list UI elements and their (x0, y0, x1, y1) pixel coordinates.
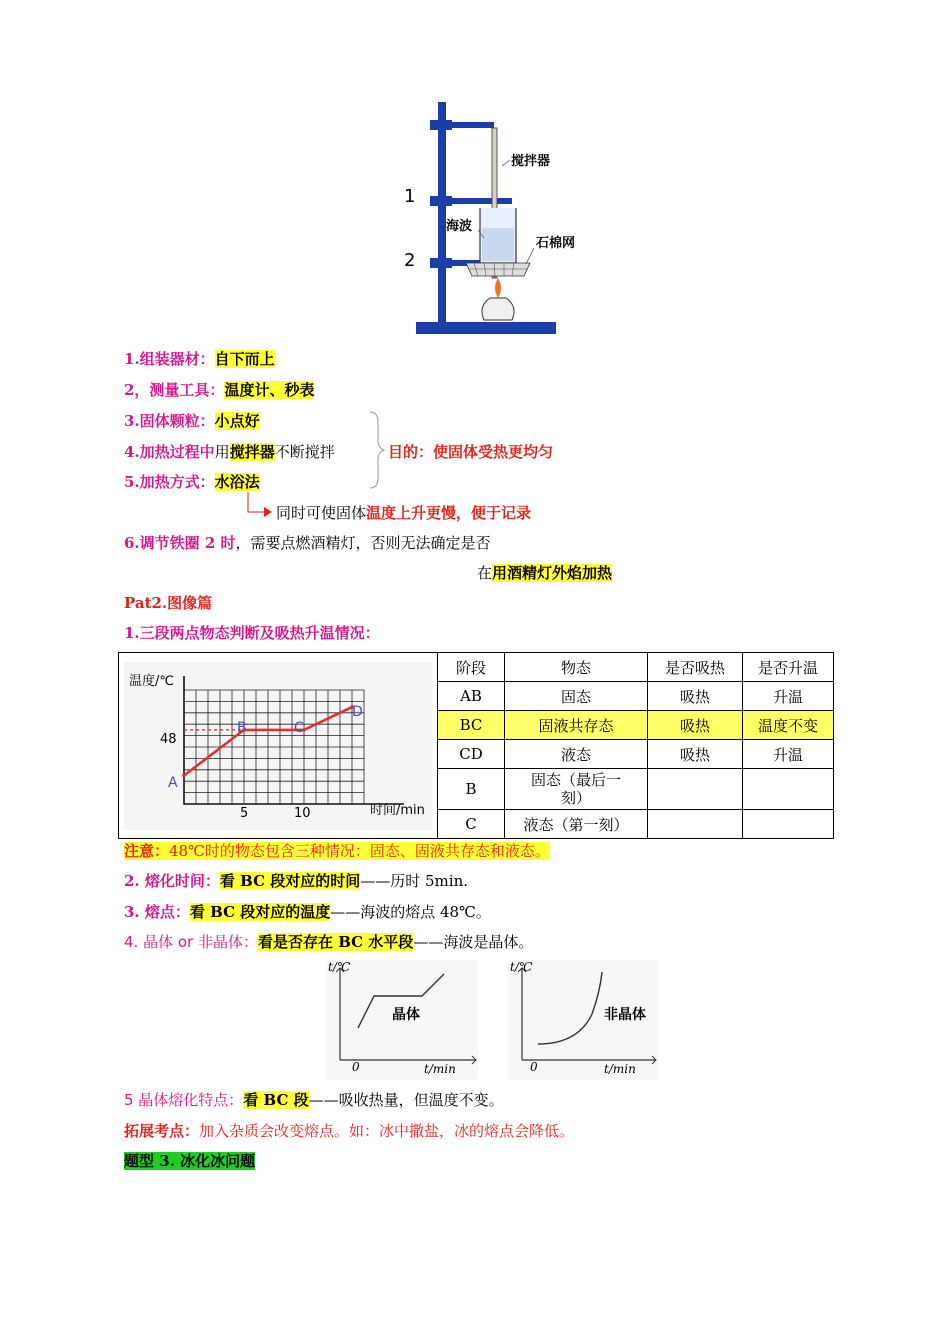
note-5-value: 水浴法 (214, 473, 260, 491)
table-cell (743, 769, 834, 810)
table-cell: 升温 (743, 740, 834, 769)
table-cell: 吸热 (648, 740, 743, 769)
table-header: 阶段 (438, 653, 505, 682)
table-cell: AB (438, 682, 505, 711)
note-1 (124, 348, 275, 370)
table-cell: CD (438, 740, 505, 769)
ring-1-label: 1 (404, 186, 416, 207)
table-row (438, 711, 834, 740)
arrow-note-pre: 同时可使固体 (276, 504, 367, 522)
table-cell (743, 810, 834, 839)
note-3 (124, 410, 260, 432)
q4-post: ——海波是晶体。 (413, 933, 534, 951)
arrow-note-value: 温度上升更慢，便于记录 (366, 504, 532, 522)
table-header: 物态 (505, 653, 648, 682)
note-4-value: 搅拌器 (229, 443, 275, 461)
note-2-label: 2，测量工具： (124, 381, 225, 399)
q4-line (124, 931, 533, 953)
purpose-text: 目的：使固体受热更均匀 (388, 443, 554, 461)
table-cell: BC (438, 711, 505, 740)
table-cell: 液态 (505, 740, 648, 769)
crystal-graph-origin: 0 (352, 1060, 360, 1074)
table-cell (648, 769, 743, 810)
crystal-label: 晶体 (392, 1007, 420, 1023)
table-header: 是否吸热 (648, 653, 743, 682)
table-cell: 升温 (743, 682, 834, 711)
type3-line (124, 1150, 255, 1172)
table-row (438, 810, 834, 839)
table-cell: 温度不变 (743, 711, 834, 740)
table-cell: 吸热 (648, 711, 743, 740)
type3-title: 题型 3. 冰化冰问题 (124, 1152, 256, 1170)
curve-point-a (182, 774, 186, 778)
table-cell: 固态 (505, 682, 648, 711)
note-6-label: 6.调节铁圈 2 时 (124, 534, 236, 552)
note-6b (477, 562, 612, 584)
table-cell: C (438, 810, 505, 839)
arrow-note (276, 502, 531, 524)
crystal-graph-ylabel: t/℃ (328, 960, 351, 974)
extension-line (124, 1120, 574, 1142)
note-1-value: 自下而上 (214, 350, 275, 368)
note-3-label: 3.固体颗粒： (124, 412, 215, 430)
point-b-label: B (237, 720, 247, 736)
crystal-graph-xlabel: t/min (424, 1062, 456, 1076)
note-4-pre: 用 (214, 443, 230, 461)
point-d-label: D (352, 704, 363, 720)
note-4 (124, 441, 335, 463)
noncrystal-label: 非晶体 (604, 1007, 646, 1023)
part2-title: Pat2.图像篇 (124, 594, 213, 612)
table-cell (505, 769, 648, 810)
note-4-post: 不断搅拌 (274, 443, 335, 461)
noncrystal-graph-ylabel: t/℃ (510, 960, 533, 974)
graph-xlabel: 时间/min (370, 803, 425, 818)
graph-x-tick-5: 5 (240, 806, 249, 821)
arrow-connector-icon (244, 492, 274, 522)
table-cell: B (438, 769, 505, 810)
q5-label: 5 晶体熔化特点： (124, 1091, 244, 1109)
noncrystal-graph-origin: 0 (530, 1060, 538, 1074)
attention-note (124, 840, 550, 862)
table-header: 是否升温 (743, 653, 834, 682)
table-cell: 吸热 (648, 682, 743, 711)
note-6b-value: 用酒精灯外焰加热 (492, 564, 613, 582)
q4-label: 4. 晶体 or 非晶体： (124, 933, 258, 951)
stage-table (437, 652, 834, 839)
point-c-label: C (294, 720, 304, 736)
note-6b-pre: 在 (477, 564, 493, 582)
q5-post: ——吸收热量，但温度不变。 (308, 1091, 504, 1109)
note-3-value: 小点好 (214, 412, 260, 430)
q4-value: 看是否存在 BC 水平段 (257, 933, 414, 951)
part2-q1: 1.三段两点物态判断及吸热升温情况： (124, 624, 380, 642)
q2-line (124, 870, 468, 892)
q3-value: 看 BC 段对应的温度 (189, 903, 331, 921)
stirrer-label: 搅拌器 (511, 154, 551, 169)
gauze-label: 石棉网 (536, 236, 576, 251)
q3-label: 3. 熔点： (124, 903, 190, 921)
q5-line (124, 1089, 504, 1111)
note-6 (124, 532, 491, 554)
table-cell (648, 810, 743, 839)
graph-x-tick-10: 10 (294, 806, 311, 821)
graph-axes (184, 676, 404, 804)
q2-value: 看 BC 段对应的时间 (219, 872, 361, 890)
brace-icon (366, 410, 386, 490)
note-2 (124, 379, 314, 401)
attention-label: 注意： (124, 842, 170, 860)
q3-line (124, 901, 491, 923)
extension-label: 拓展考点： (124, 1122, 200, 1140)
ring-2-label: 2 (404, 250, 416, 271)
noncrystal-graph-xlabel: t/min (604, 1062, 636, 1076)
table-row (438, 740, 834, 769)
note-5-label: 5.加热方式： (124, 473, 215, 491)
table-row (438, 769, 834, 810)
note-4-label: 4.加热过程中 (124, 443, 215, 461)
apparatus-illustration (398, 98, 588, 338)
graph-y-tick: 48 (160, 732, 177, 747)
table-header-row (438, 653, 834, 682)
q2-post: ——历时 5min. (360, 872, 468, 890)
table-cell: 固液共存态 (505, 711, 648, 740)
note-2-value: 温度计、秒表 (224, 381, 315, 399)
note-5 (124, 471, 260, 493)
substance-label: 海波 (446, 219, 473, 234)
table-cell: 液态（第一刻） (505, 810, 648, 839)
attention-text: 48℃时的物态包含三种情况：固态、固液共存态和液态。 (169, 842, 550, 860)
q5-value: 看 BC 段 (243, 1091, 309, 1109)
table-row (438, 682, 834, 711)
q3-post: ——海波的熔点 48℃。 (330, 903, 491, 921)
note-6-text: ，需要点燃酒精灯，否则无法确定是否 (235, 534, 491, 552)
extension-text: 加入杂质会改变熔点。如：冰中撒盐，冰的熔点会降低。 (199, 1122, 575, 1140)
attention-highlight (124, 842, 550, 860)
point-a-label: A (168, 775, 178, 791)
note-1-label: 1.组装器材： (124, 350, 215, 368)
graph-ylabel: 温度/℃ (129, 674, 174, 689)
table-cell-text: 固态（最后一刻） (530, 771, 621, 807)
q2-label: 2. 熔化时间： (124, 872, 220, 890)
